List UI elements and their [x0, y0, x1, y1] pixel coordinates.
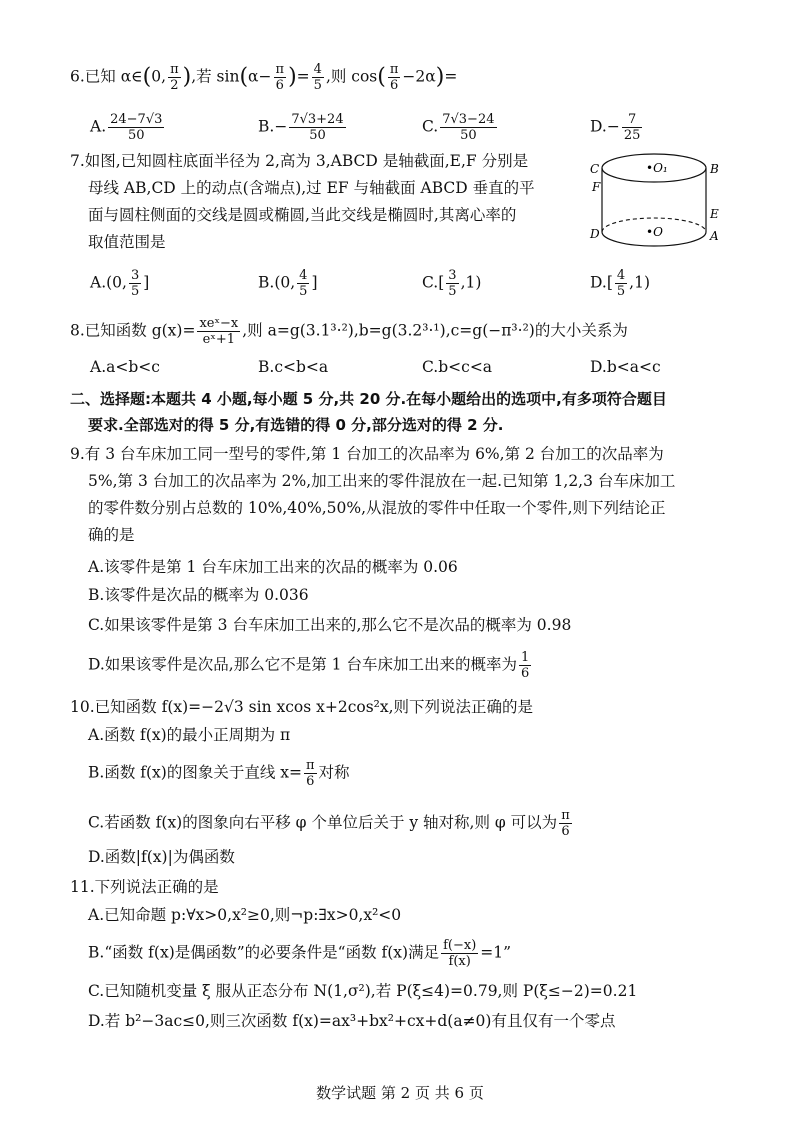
q7-option-d[interactable]: D.[ $\frac{4}{5}$ ,1): [590, 268, 650, 299]
q9-option-c[interactable]: C.如果该零件是第 3 台车床加工出来的,那么它不是次品的概率为 0.98: [88, 616, 572, 634]
page-footer: 数学试题 第 2 页 共 6 页: [316, 1084, 484, 1102]
section-2-heading: 二、选择题:本题共 4 小题,每小题 5 分,共 20 分.在每小题给出的选项中,有多项符合题目: [70, 390, 667, 408]
q10-stem: 10.已知函数 f(x)=−2√3 sin xcos x+2cos²x,则下列说法正确的是: [70, 698, 534, 716]
label-a: A: [710, 229, 719, 243]
label-o1: •O₁: [646, 161, 668, 175]
q9-line-2: 5%,第 3 台加工的次品率为 2%,加工出来的零件混放在一起.已知第 1,2,3 台车床加工: [88, 472, 676, 490]
q6-stem-part: ,若 sin: [191, 67, 240, 86]
q10-option-c[interactable]: C.若函数 f(x)的图象向右平移 φ 个单位后关于 y 轴对称,则 φ 可以为 $\frac{\pi}{6}$: [88, 808, 570, 839]
q11-option-a[interactable]: A.已知命题 p:∀x>0,x²≥0,则¬p:∃x>0,x²<0: [88, 906, 402, 924]
q7-line-1: 7.如图,已知圆柱底面半径为 2,高为 3,ABCD 是轴截面,E,F 分别是: [70, 152, 529, 170]
q6-option-c[interactable]: C. $\frac{7√3-24}{50}$: [422, 112, 495, 143]
label-b: B: [710, 162, 719, 176]
q11-option-d[interactable]: D.若 b²−3ac≤0,则三次函数 f(x)=ax³+bx²+cx+d(a≠0)有且仅有一个零点: [88, 1012, 616, 1030]
q8-option-c[interactable]: C.b<c<a: [422, 358, 493, 376]
q11-option-b[interactable]: B.“函数 f(x)是偶函数”的必要条件是“函数 f(x)满足 $\frac{f(-x)}{f(x)}$ =1”: [88, 938, 512, 969]
q7-line-4: 取值范围是: [88, 233, 166, 251]
q6-stem-part: 6.已知 α∈: [70, 67, 143, 86]
q6-stem-part: ,则 cos: [325, 67, 378, 86]
q9-line-1: 9.有 3 台车床加工同一型号的零件,第 1 台加工的次品率为 6%,第 2 台加工的次品率为: [70, 445, 664, 463]
q7-line-2: 母线 AB,CD 上的动点(含端点),过 EF 与轴截面 ABCD 垂直的平: [88, 179, 535, 197]
q7-option-c[interactable]: C.[ $\frac{3}{5}$ ,1): [422, 268, 482, 299]
q9-option-d[interactable]: D.如果该零件是次品,那么它不是第 1 台车床加工出来的概率为 $\frac{1}{6}$: [88, 650, 530, 681]
cylinder-figure: [588, 148, 723, 250]
q11-stem: 11.下列说法正确的是: [70, 878, 219, 896]
q6-stem-part: =: [444, 67, 458, 86]
q10-option-d[interactable]: D.函数|f(x)|为偶函数: [88, 848, 235, 866]
label-o: •O: [646, 225, 663, 239]
q8-option-a[interactable]: A.a<b<c: [90, 358, 160, 376]
label-e: E: [710, 207, 719, 221]
q9-line-3: 的零件数分别占总数的 10%,40%,50%,从混放的零件中任取一个零件,则下列结论正: [88, 499, 666, 517]
q10-option-a[interactable]: A.函数 f(x)的最小正周期为 π: [88, 726, 291, 744]
section-2-instructions: 要求.全部选对的得 5 分,有选错的得 0 分,部分选对的得 2 分.: [88, 416, 504, 434]
q9-option-a[interactable]: A.该零件是第 1 台车床加工出来的次品的概率为 0.06: [88, 558, 458, 576]
q6-option-b[interactable]: B.− $\frac{7√3+24}{50}$: [258, 112, 344, 143]
q9-option-b[interactable]: B.该零件是次品的概率为 0.036: [88, 586, 309, 604]
q10-option-b[interactable]: B.函数 f(x)的图象关于直线 x= $\frac{\pi}{6}$ 对称: [88, 758, 350, 789]
q11-option-c[interactable]: C.已知随机变量 ξ 服从正态分布 N(1,σ²),若 P(ξ≤4)=0.79,则 P(ξ≤−2)=0.21: [88, 982, 638, 1000]
q6-stem: 6.已知 α∈(0, $\frac{\pi}{2}$ ),若 sin(α− $\frac{\pi}{6}$ )= $\frac{4}{5}$ ,则 cos( $\frac{\pi}{6}$ −2α)=: [70, 62, 458, 93]
q9-line-4: 确的是: [88, 526, 135, 544]
label-c: C: [590, 162, 600, 176]
q6-option-a[interactable]: A. $\frac{24-7√3}{50}$: [90, 112, 163, 143]
label-d: D: [590, 227, 600, 241]
q8-option-b[interactable]: B.c<b<a: [258, 358, 329, 376]
q8-option-d[interactable]: D.b<a<c: [590, 358, 661, 376]
q7-option-a[interactable]: A.(0, $\frac{3}{5}$ ]: [90, 268, 150, 299]
label-f: F: [592, 180, 601, 194]
q7-line-3: 面与圆柱侧面的交线是圆或椭圆,当此交线是椭圆时,其离心率的: [88, 206, 517, 224]
q8-stem: 8.已知函数 g(x)= $\frac{\text{xeˣ−x}}{\text{eˣ+1}}$ ,则 a=g(3.1³·²),b=g(3.2³·¹),c=g(−π³·²)的大小关系为: [70, 316, 628, 347]
q6-option-d[interactable]: D.− $\frac{7}{25}$: [590, 112, 641, 143]
q7-option-b[interactable]: B.(0, $\frac{4}{5}$ ]: [258, 268, 318, 299]
